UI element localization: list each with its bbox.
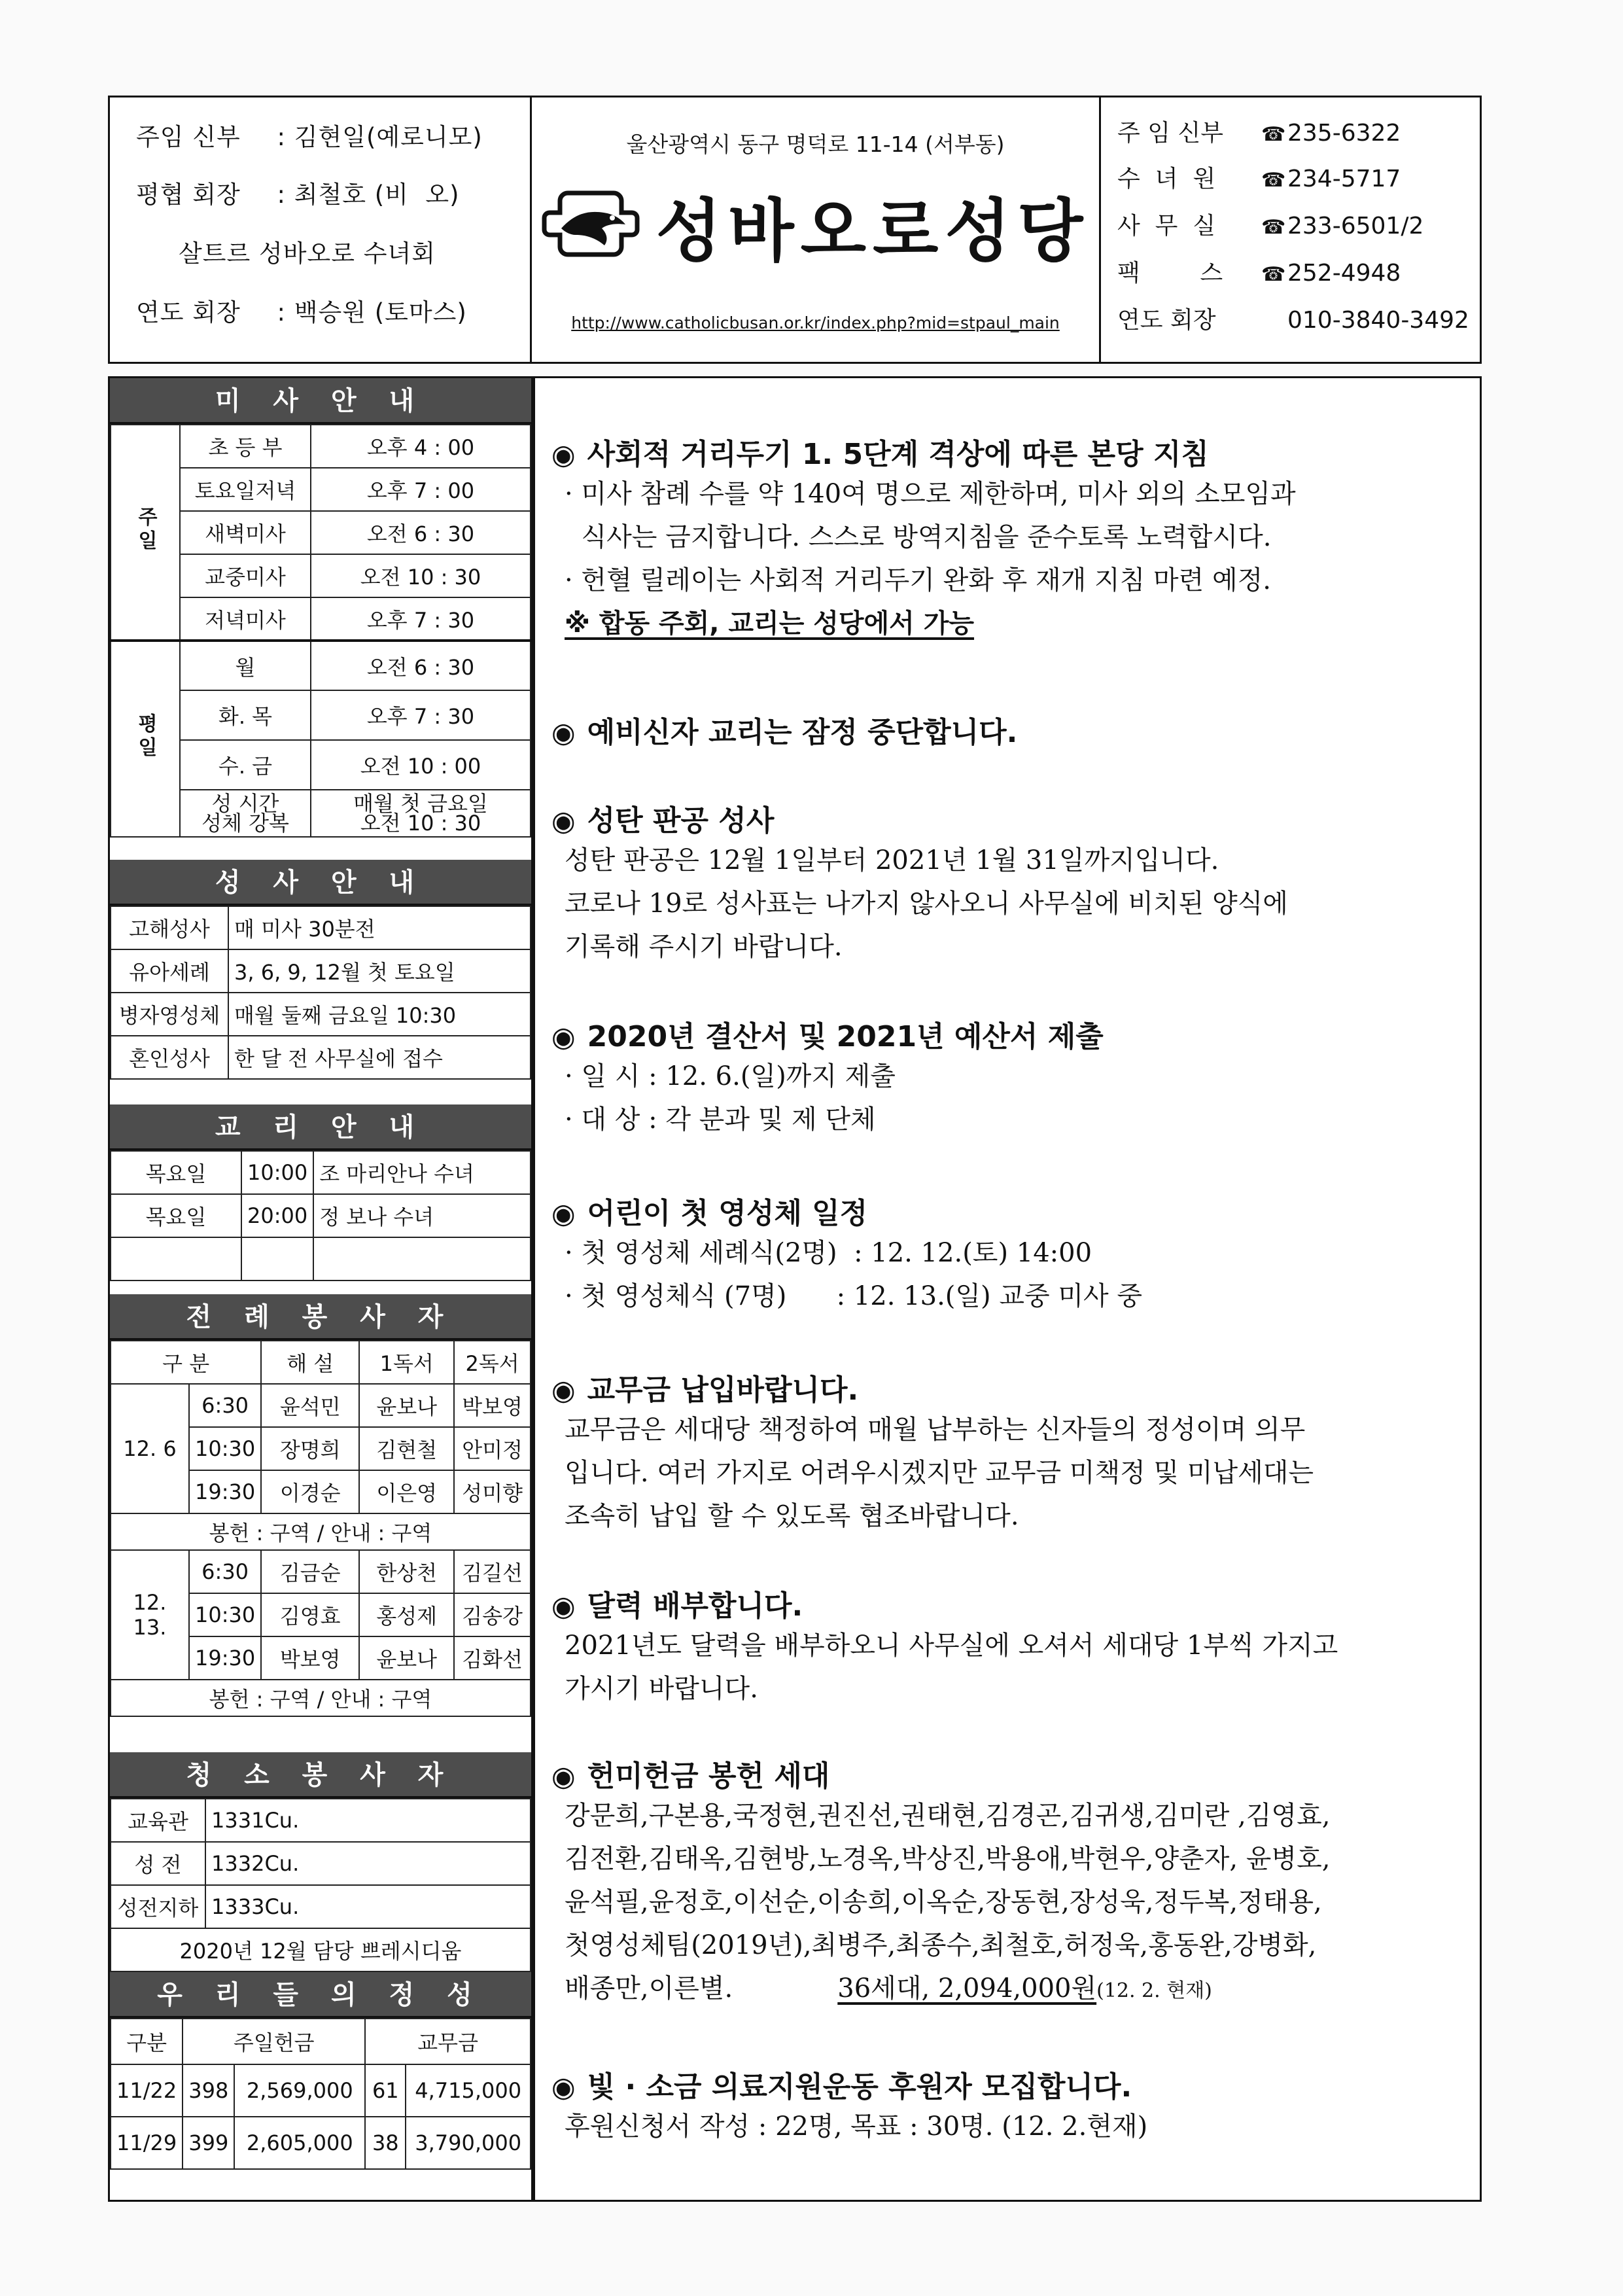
bullet-icon: ◉ <box>551 716 576 749</box>
holy-hour-name: 성 시간 성체 강복 <box>180 790 311 837</box>
phone-icon: ☎ <box>1261 216 1286 239</box>
contact-priest: 주 임 신부 ☎235-6322 <box>1117 120 1401 147</box>
notice-christmas-confession: ◉ 성탄 판공 성사 성탄 판공은 12월 1일부터 2021년 1월 31일까지입니다. 코로나 19로 성사표는 나가지 않사오니 사무실에 비치된 양식에 기록해 주시기 바랍니다. <box>551 797 1467 968</box>
table-row: 2020년 12월 담당 쁘레시디움 <box>111 1928 531 1971</box>
table-header-row: 구분 주일헌금 교무금 <box>111 2019 531 2064</box>
phone-icon: ☎ <box>1261 263 1286 286</box>
cleaning-servers-heading: 청 소 봉 사 자 <box>110 1752 531 1798</box>
table-row: 저녁미사 오후 7 : 30 <box>111 597 531 641</box>
offerings-heading: 우 리 들 의 정 성 <box>110 1972 531 2018</box>
contact-convent: 수 녀 원 ☎234-5717 <box>1117 166 1401 192</box>
contact-fax: 팩 스 ☎252-4948 <box>1117 260 1401 287</box>
sacraments-table <box>110 906 531 1080</box>
table-row: 병자영성체 매월 둘째 금요일 10:30 <box>111 993 531 1036</box>
table-row: 화. 목 오후 7 : 30 <box>111 690 531 740</box>
table-row: 토요일저녁 오후 7 : 00 <box>111 468 531 511</box>
table-row: 12. 13. 6:30 김금순 한상천 김길선 <box>111 1550 531 1593</box>
table-row: 성전지하 1333Cu. <box>111 1885 531 1928</box>
notice-first-communion: ◉ 어린이 첫 영성체 일정 · 첫 영성체 세례식(2명) : 12. 12.(토) 14:00 · 첫 영성체식 (7명) : 12. 13.(일) 교중 미사 중 <box>551 1190 1467 1318</box>
bullet-icon: ◉ <box>551 805 576 837</box>
contact-info <box>1101 97 1480 362</box>
table-row: 성 전 1332Cu. <box>111 1842 531 1885</box>
notice-catechumen <box>551 709 1467 751</box>
council-president-line: 평협 회장 : 최철호 (비 오) <box>136 181 460 209</box>
table-row: 19:30 이경순 이은영 성미향 <box>111 1470 531 1513</box>
table-row: 10:30 김영효 홍성제 김송강 <box>111 1593 531 1636</box>
notice-emphasis: ※ 합동 주회, 교리는 성당에서 가능 <box>565 609 975 639</box>
mass-schedule-heading: 미 사 안 내 <box>110 378 531 424</box>
rice-offering-total-line: 배종만,이른별. 36세대, 2,094,000원(12. 2. 현재) <box>565 1973 1212 2004</box>
table-row: 11/22 398 2,569,000 61 4,715,000 <box>111 2064 531 2117</box>
table-row: 교육관 1331Cu. <box>111 1799 531 1842</box>
weekday-label: 평일 <box>111 641 180 837</box>
table-row: 목요일 20:00 정 보나 수녀 <box>111 1194 531 1237</box>
table-row: 새벽미사 오전 6 : 30 <box>111 511 531 554</box>
clergy-info <box>110 97 532 362</box>
notice-title: ◉ 어린이 첫 영성체 일정 <box>551 1197 868 1230</box>
notice-medical-support: ◉ 빛 · 소금 의료지원운동 후원자 모집합니다. 후원신청서 작성 : 22명, 목표 : 30명. (12. 2.현재) <box>551 2063 1467 2148</box>
church-title-block <box>532 97 1101 362</box>
table-row: 고해성사 매 미사 30분전 <box>111 906 531 949</box>
priest-line: 주임 신부 : 김현일(예로니모) <box>136 123 483 151</box>
dove-logo-icon <box>542 188 640 262</box>
church-address: 울산광역시 동구 명덕로 11-14 (서부동) <box>626 132 1005 157</box>
bullet-icon: ◉ <box>551 1590 576 1622</box>
notice-title: ◉ 2020년 결산서 및 2021년 예산서 제출 <box>551 1020 1104 1053</box>
notice-distancing: ◉ 사회적 거리두기 1. 5단계 격상에 따른 본당 지침 · 미사 참례 수를 약 140여 명으로 제한하며, 미사 외의 소모임과 식사는 금지합니다. 스스로 방역지침을 준수토록 노력합시다. · 헌혈 릴레이는 사회적 거리두기 완화 후 재개 지침 마련 예정. ※ 합동 주회, 교리는 성당에서 가능 <box>551 431 1467 645</box>
rice-offering-total: 36세대, 2,094,000원 <box>837 1973 1097 2004</box>
liturgy-servers-heading: 전 례 봉 사 자 <box>110 1294 531 1340</box>
notice-title: ◉ 교무금 납입바랍니다. <box>551 1373 859 1407</box>
cleaning-servers-table <box>110 1798 531 1972</box>
table-row: 유아세례 3, 6, 9, 12월 첫 토요일 <box>111 949 531 993</box>
notice-calendar: ◉ 달력 배부합니다. 2021년도 달력을 배부하오니 사무실에 오셔서 세대당 1부씩 가지고 가시기 바랍니다. <box>551 1582 1467 1710</box>
bullet-icon: ◉ <box>551 438 576 470</box>
sacraments-heading: 성 사 안 내 <box>110 860 531 906</box>
bulletin-header <box>108 96 1482 364</box>
table-row: 목요일 10:00 조 마리안나 수녀 <box>111 1151 531 1194</box>
phone-icon: ☎ <box>1261 123 1286 146</box>
catechism-table <box>110 1150 531 1281</box>
table-row: 혼인성사 한 달 전 사무실에 접수 <box>111 1036 531 1079</box>
table-row: 12. 6 6:30 윤석민 윤보나 박보영 <box>111 1384 531 1427</box>
bullet-icon: ◉ <box>551 1021 576 1053</box>
bullet-icon: ◉ <box>551 1374 576 1406</box>
notice-parish-dues: ◉ 교무금 납입바랍니다. 교무금은 세대당 책정하여 매월 납부하는 신자들의 정성이며 의무 입니다. 여러 가지로 어려우시겠지만 교무금 미책정 및 미납세대는 조속히 납입 할 수 있도록 협조바랍니다. <box>551 1366 1467 1538</box>
offerings-table <box>110 2018 531 2170</box>
table-row: 평일 월 오전 6 : 30 <box>111 641 531 690</box>
contact-memorial-president: 연도 회장 010-3840-3492 <box>1117 307 1469 334</box>
table-row: 10:30 장명희 김현철 안미정 <box>111 1427 531 1470</box>
bullet-icon: ◉ <box>551 2071 576 2103</box>
left-info-column <box>108 376 533 2202</box>
table-row: 19:30 박보영 윤보나 김화선 <box>111 1636 531 1680</box>
catechism-heading: 교 리 안 내 <box>110 1104 531 1150</box>
table-row <box>111 1237 531 1280</box>
church-website-link[interactable]: http://www.catholicbusan.or.kr/index.php?mid=stpaul_main <box>571 313 1060 332</box>
bullet-icon: ◉ <box>551 1760 576 1792</box>
church-title-row <box>532 176 1099 274</box>
table-header-row: 구 분 해 설 1독서 2독서 <box>111 1341 531 1384</box>
mass-schedule-table <box>110 424 531 838</box>
table-row: 수. 금 오전 10 : 00 <box>111 740 531 790</box>
bullet-icon: ◉ <box>551 1197 576 1229</box>
table-row: 봉헌 : 구역 / 안내 : 구역 <box>111 1680 531 1716</box>
church-name: 성바오로성당 <box>655 191 1090 271</box>
notice-title: ◉ 빛 · 소금 의료지원운동 후원자 모집합니다. <box>551 2070 1132 2104</box>
notice-budget: ◉ 2020년 결산서 및 2021년 예산서 제출 · 일 시 : 12. 6.(일)까지 제출 · 대 상 : 각 분과 및 제 단체 <box>551 1013 1467 1141</box>
notices-column <box>533 376 1482 2202</box>
notice-title: ◉ 성탄 판공 성사 <box>551 804 775 838</box>
phone-icon: ☎ <box>1261 169 1286 192</box>
notice-title: ◉ 달력 배부합니다. <box>551 1589 803 1623</box>
table-row: 11/29 399 2,605,000 38 3,790,000 <box>111 2117 531 2169</box>
sunday-label: 주일 <box>111 425 180 641</box>
table-row: 봉헌 : 구역 / 안내 : 구역 <box>111 1513 531 1550</box>
memorial-president-line: 연도 회장 : 백승원 (토마스) <box>136 298 467 327</box>
notice-title: ◉ 헌미헌금 봉헌 세대 <box>551 1759 830 1793</box>
notice-title: ◉ 예비신자 교리는 잠정 중단합니다. <box>551 716 1018 749</box>
liturgy-servers-table <box>110 1340 531 1717</box>
notice-rice-offering: ◉ 헌미헌금 봉헌 세대 강문희,구본용,국정현,권진선,권태현,김경곤,김귀생,김미란 ,김영효, 김전환,김태옥,김현방,노경옥,박상진,박용애,박현우,양춘자, 윤병호, 윤석필,윤정호,이선순,이송희,이옥순,장동현,장성욱,정두복,정태용, 첫영성체팀(2019년),최병주,최종수,최철호,허정욱,홍동완,강병화, 배종만,이른별. 36세대, 2,094,000원(12. 2. 현재) <box>551 1752 1467 2013</box>
holy-hour-time: 매월 첫 금요일 오전 10 : 30 <box>311 790 531 837</box>
sisters-line: 살트르 성바오로 수녀회 <box>179 239 436 268</box>
notice-title: ◉ 사회적 거리두기 1. 5단계 격상에 따른 본당 지침 <box>551 438 1209 471</box>
table-row: 교중미사 오전 10 : 30 <box>111 554 531 597</box>
table-row: 주일 초 등 부 오후 4 : 00 <box>111 425 531 468</box>
contact-office: 사 무 실 ☎233-6501/2 <box>1117 213 1424 239</box>
